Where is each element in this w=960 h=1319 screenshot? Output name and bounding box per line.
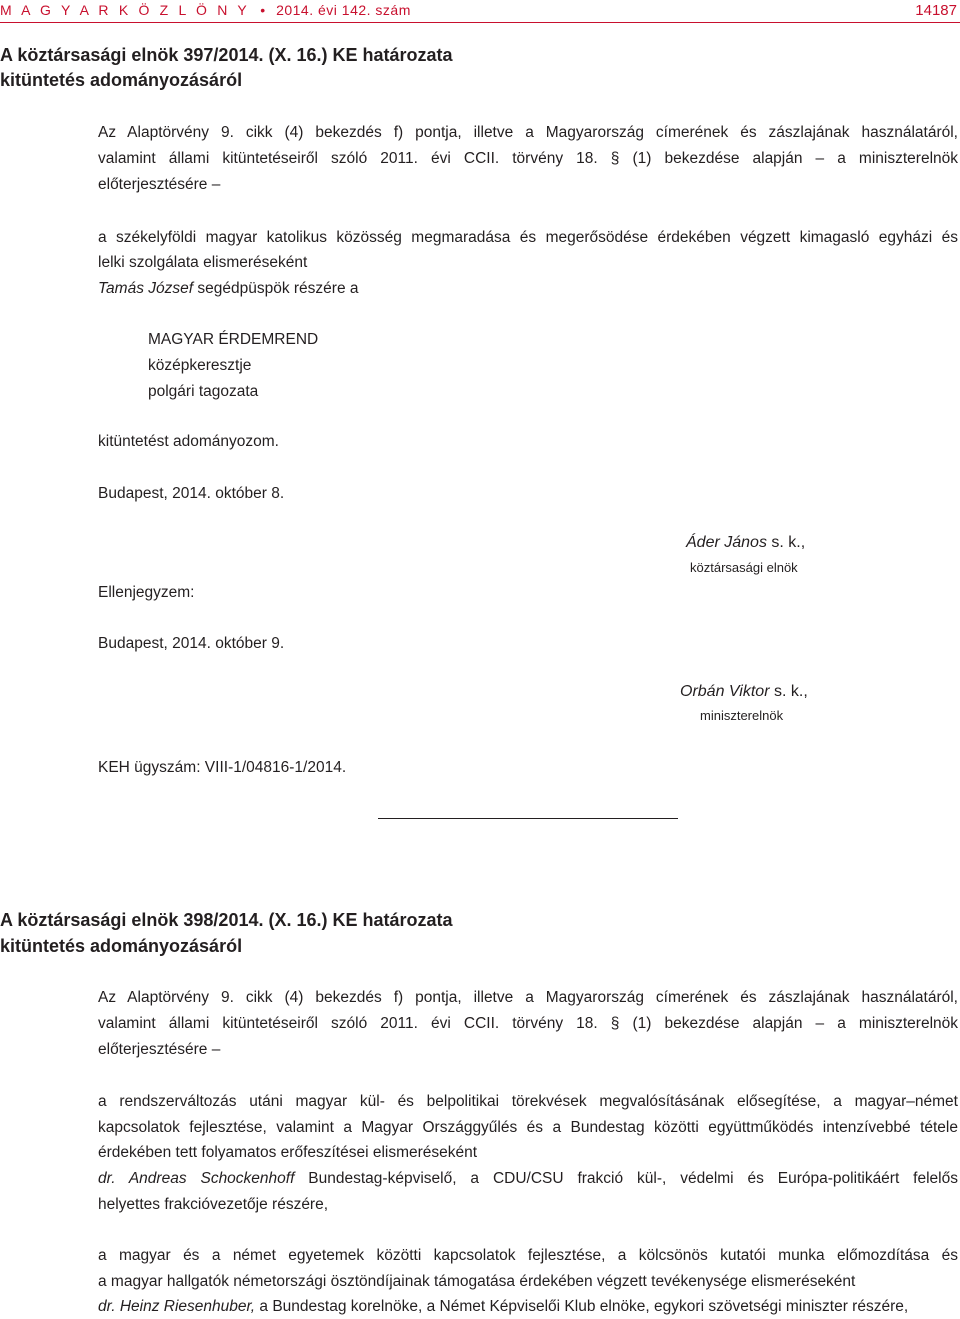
decision1-award-line3: polgári tagozata (148, 383, 259, 400)
signer1-name: Áder János (686, 534, 767, 551)
decision2-preamble-line2: valamint állami kitüntetéseiről szóló 2011. évi CCII. törvény 18. § (1) bekezdése alapján – a miniszterelnök (98, 1015, 958, 1032)
decision1-merit-line2: lelki szolgálata elismeréseként (98, 254, 308, 271)
case-number: KEH ügyszám: VIII-1/04816-1/2014. (98, 759, 347, 776)
decision1-closing: kitüntetést adományozom. (98, 433, 279, 450)
decision1-title-line1: A köztársasági elnök 397/2014. (X. 16.) KE határozata (0, 45, 453, 65)
signer1-suffix: s. k., (766, 534, 806, 551)
decision2-preamble-line3: előterjesztésére – (98, 1041, 221, 1058)
decision1-recipient-rest: segédpüspök részére a (193, 280, 359, 297)
decision2-merit2-line1: a magyar és a német egyetemek közötti kapcsolatok fejlesztése, a kölcsönös kutatói munka előmozdítása és (98, 1247, 958, 1264)
decision2-merit1-line1: a rendszerváltozás utáni magyar kül- és belpolitikai törekvések megvalósításának elősegítése, a magyar–német (98, 1093, 958, 1110)
recipient1-name: dr. Andreas Schockenhoff (98, 1170, 295, 1187)
decision1-preamble-line3: előterjesztésére – (98, 176, 221, 193)
decision1-preamble-line1: Az Alaptörvény 9. cikk (4) bekezdés f) pontja, illetve a Magyarország címerének és zászlajának használatáról, (98, 124, 958, 141)
decision2-title-line1: A köztársasági elnök 398/2014. (X. 16.) KE határozata (0, 910, 453, 930)
recipient2-rest: a Bundestag korelnöke, a Német Képviselői Klub elnöke, egykori szövetségi miniszter részére, (255, 1298, 909, 1315)
decision2-title-line2: kitüntetés adományozásáról (0, 936, 243, 956)
page-number: 14187 (915, 2, 957, 19)
decision2-preamble-line1: Az Alaptörvény 9. cikk (4) bekezdés f) pontja, illetve a Magyarország címerének és zászlajának használatáról, (98, 989, 958, 1006)
decision2-merit2-line2: a magyar hallgatók németországi ösztöndíjainak támogatása érdekében végzett tevékenysége elismeréseként (98, 1273, 856, 1290)
decision1-preamble-line2: valamint állami kitüntetéseiről szóló 2011. évi CCII. törvény 18. § (1) bekezdése alapján – a miniszterelnök (98, 150, 958, 167)
recipient2-name: dr. Heinz Riesenhuber, (98, 1298, 256, 1315)
recipient1-rest-line1: Bundestag-képviselő, a CDU/CSU frakció kül-, védelmi és Európa-politikáért felelős (294, 1170, 958, 1187)
section-separator (378, 818, 678, 819)
header-rule (0, 22, 960, 23)
decision2-merit1-line3: érdekében tett folyamatos erőfeszítései elismeréseként (98, 1144, 478, 1161)
signer2-name: Orbán Viktor (680, 683, 770, 700)
journal-name: M A G Y A R K Ö Z L Ö N Y (0, 2, 250, 18)
decision1-signer2 (680, 683, 808, 701)
countersign-label: Ellenjegyzem: (98, 584, 195, 601)
decision1-date1: Budapest, 2014. október 8. (98, 485, 285, 502)
decision1-award-line2: középkeresztje (148, 357, 252, 374)
header-bullet: • (260, 2, 266, 18)
decision1-date2: Budapest, 2014. október 9. (98, 635, 285, 652)
decision1-recipient (98, 277, 359, 301)
signer2-role: miniszterelnök (700, 708, 784, 723)
issue-number: 2014. évi 142. szám (276, 2, 411, 18)
decision2-merit1-line2: kapcsolatok fejlesztése, valamint a Magyar Országgyűlés és a Bundestag közötti együttműködés intenzívebbé tétele (98, 1119, 958, 1136)
decision2-recipient2 (98, 1295, 908, 1319)
decision1-recipient-name: Tamás József (98, 280, 194, 297)
decision2-recipient1-line1 (98, 1167, 958, 1191)
decision1-title-line2: kitüntetés adományozásáról (0, 70, 243, 90)
signer2-suffix: s. k., (769, 683, 808, 700)
decision1-merit-line1: a székelyföldi magyar katolikus közösség megmaradása és megerősödése érdekében végzett kimagasló egyházi és (98, 229, 958, 246)
signer1-role: köztársasági elnök (690, 560, 798, 575)
decision2-recipient1-line2: helyettes frakcióvezetője részére, (98, 1196, 329, 1213)
decision1-award-line1: MAGYAR ÉRDEMREND (148, 331, 319, 348)
journal-header (0, 2, 411, 18)
decision1-signer1 (686, 534, 805, 552)
